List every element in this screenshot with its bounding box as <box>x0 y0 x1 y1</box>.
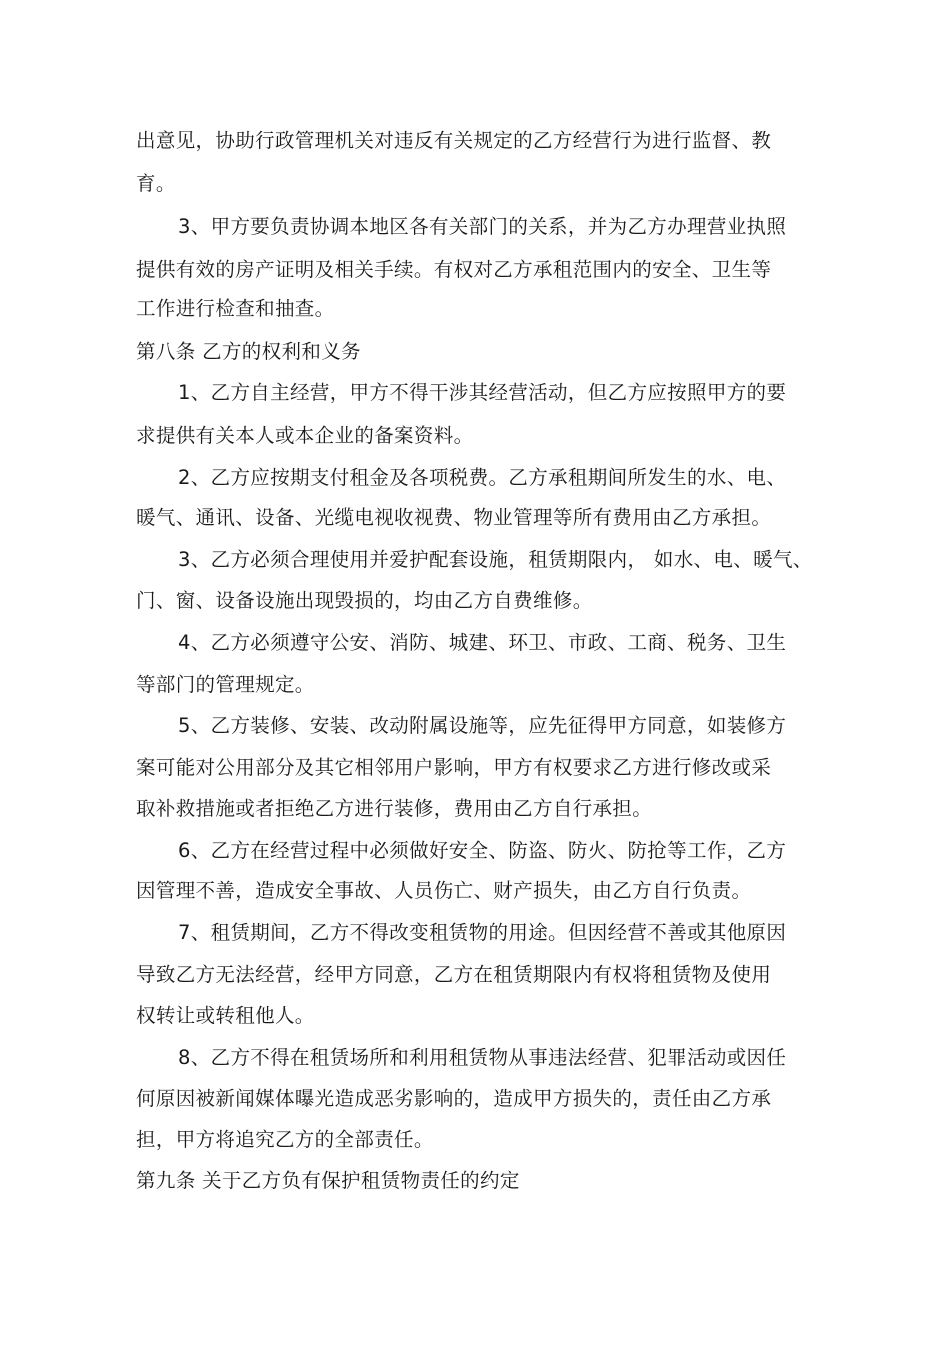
text-line: 3、甲方要负责协调本地区各有关部门的关系，并为乙方办理营业执照 <box>178 215 787 238</box>
text-line: 育。 <box>136 172 176 195</box>
text-line: 8、乙方不得在租赁场所和利用租赁物从事违法经营、犯罪活动或因任 <box>178 1046 787 1069</box>
text-line: 门、窗、设备设施出现毁损的，均由乙方自费维修。 <box>136 589 593 612</box>
text-line: 1、乙方自主经营，甲方不得干涉其经营活动，但乙方应按照甲方的要 <box>178 381 787 404</box>
text-line: 工作进行检查和抽查。 <box>136 297 335 320</box>
text-line: 提供有效的房产证明及相关手续。有权对乙方承租范围内的安全、卫生等 <box>136 258 772 281</box>
text-line: 暖气、通讯、设备、光缆电视收视费、物业管理等所有费用由乙方承担。 <box>136 506 772 529</box>
text-line: 担，甲方将追究乙方的全部责任。 <box>136 1128 434 1151</box>
text-line: 等部门的管理规定。 <box>136 673 315 696</box>
text-line: 求提供有关本人或本企业的备案资料。 <box>136 424 474 447</box>
text-line: 5、乙方装修、安装、改动附属设施等，应先征得甲方同意，如装修方 <box>178 714 787 737</box>
text-line: 取补救措施或者拒绝乙方进行装修，费用由乙方自行承担。 <box>136 797 653 820</box>
article-heading: 第九条 关于乙方负有保护租赁物责任的约定 <box>136 1169 520 1192</box>
text-line: 权转让或转租他人。 <box>136 1004 315 1027</box>
text-line: 3、乙方必须合理使用并爱护配套设施，租赁期限内， 如水、电、暖气、 <box>178 548 813 571</box>
text-line: 案可能对公用部分及其它相邻用户影响，甲方有权要求乙方进行修改或采 <box>136 756 772 779</box>
text-line: 4、乙方必须遵守公安、消防、城建、环卫、市政、工商、税务、卫生 <box>178 631 787 654</box>
text-line: 导致乙方无法经营，经甲方同意，乙方在租赁期限内有权将租赁物及使用 <box>136 963 772 986</box>
text-line: 6、乙方在经营过程中必须做好安全、防盗、防火、防抢等工作，乙方 <box>178 839 787 862</box>
article-heading: 第八条 乙方的权利和义务 <box>136 340 361 363</box>
text-line: 出意见，协助行政管理机关对违反有关规定的乙方经营行为进行监督、教 <box>136 129 772 152</box>
text-line: 因管理不善，造成安全事故、人员伤亡、财产损失，由乙方自行负责。 <box>136 879 752 902</box>
text-line: 2、乙方应按期支付租金及各项税费。乙方承租期间所发生的水、电、 <box>178 466 787 489</box>
text-line: 7、租赁期间，乙方不得改变租赁物的用途。但因经营不善或其他原因 <box>178 921 787 944</box>
text-line: 何原因被新闻媒体曝光造成恶劣影响的，造成甲方损失的，责任由乙方承 <box>136 1087 772 1110</box>
